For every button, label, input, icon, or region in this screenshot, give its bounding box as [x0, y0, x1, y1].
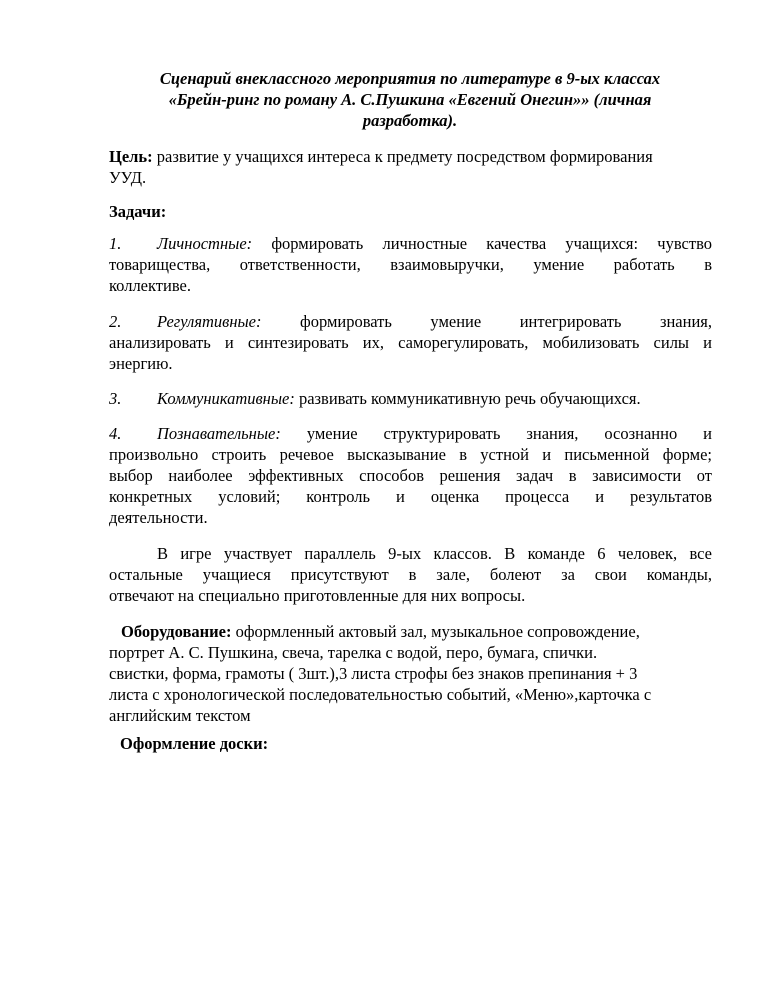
task-item [109, 423, 712, 528]
goal-label: Цель: [109, 147, 153, 166]
task-item [109, 388, 712, 409]
equipment-text: английским текстом [109, 706, 251, 725]
task-text: развивать коммуникативную речь обучающихся. [298, 389, 641, 408]
task-number: 4. [109, 424, 122, 443]
task-text: произвольно строить речевое высказывание в устной и письменной форме; [109, 445, 712, 464]
equipment-text: оформленный актовый зал, музыкальное сопровождение, [235, 622, 640, 641]
game-text: В игре участвует параллель 9-ых классов. В команде 6 человек, все [157, 544, 712, 563]
tasks-heading: Задачи: [109, 202, 167, 221]
goal-paragraph [109, 146, 712, 188]
equipment-text: портрет А. С. Пушкина, свеча, тарелка с водой, перо, бумага, спички. [109, 643, 598, 662]
task-name: Познавательные: [157, 424, 281, 443]
task-text: анализировать и синтезировать их, саморегулировать, мобилизовать силы и [109, 333, 712, 352]
task-text: энергию. [109, 354, 173, 373]
equipment-paragraph [109, 621, 712, 726]
task-text: деятельности. [109, 508, 208, 527]
task-text: формировать личностные качества учащихся: чувство [271, 234, 712, 253]
task-item [109, 311, 712, 374]
title-line: «Брейн-ринг по роману А. С.Пушкина «Евгений Онегин»» (личная [168, 90, 652, 109]
task-text: выбор наиболее эффективных способов решения задач в зависимости от [109, 466, 712, 485]
game-paragraph [109, 543, 712, 606]
task-text: умение структурировать знания, осознанно и [306, 424, 712, 443]
task-number: 2. [109, 312, 122, 331]
task-text: товарищества, ответственности, взаимовыручки, умение работать в [109, 255, 712, 274]
task-text: коллективе. [109, 276, 191, 295]
task-number: 1. [109, 234, 122, 253]
task-number: 3. [109, 389, 122, 408]
task-text: конкретных условий; контроль и оценка процесса и результатов [109, 487, 712, 506]
document-title [110, 68, 710, 131]
title-line: разработка). [362, 111, 458, 130]
task-name: Коммуникативные: [157, 389, 295, 408]
goal-text: УУД. [109, 168, 147, 187]
task-name: Личностные: [157, 234, 253, 253]
game-text: отвечают на специально приготовленные для них вопросы. [109, 586, 526, 605]
title-line: Сценарий внеклассного мероприятия по литературе в 9-ых классах [159, 69, 661, 88]
equipment-label: Оборудование: [121, 622, 232, 641]
game-text: остальные учащиеся присутствуют в зале, болеют за свои команды, [109, 565, 712, 584]
task-name: Регулятивные: [157, 312, 262, 331]
task-text: формировать умение интегрировать знания, [300, 312, 712, 331]
task-item [109, 233, 712, 296]
equipment-text: листа с хронологической последовательностью событий, «Меню»,карточка с [109, 685, 652, 704]
equipment-text: свистки, форма, грамоты ( 3шт.),3 листа строфы без знаков препинания + 3 [109, 664, 638, 683]
board-heading: Оформление доски: [120, 734, 269, 753]
goal-text: развитие у учащихся интереса к предмету посредством формирования [156, 147, 653, 166]
